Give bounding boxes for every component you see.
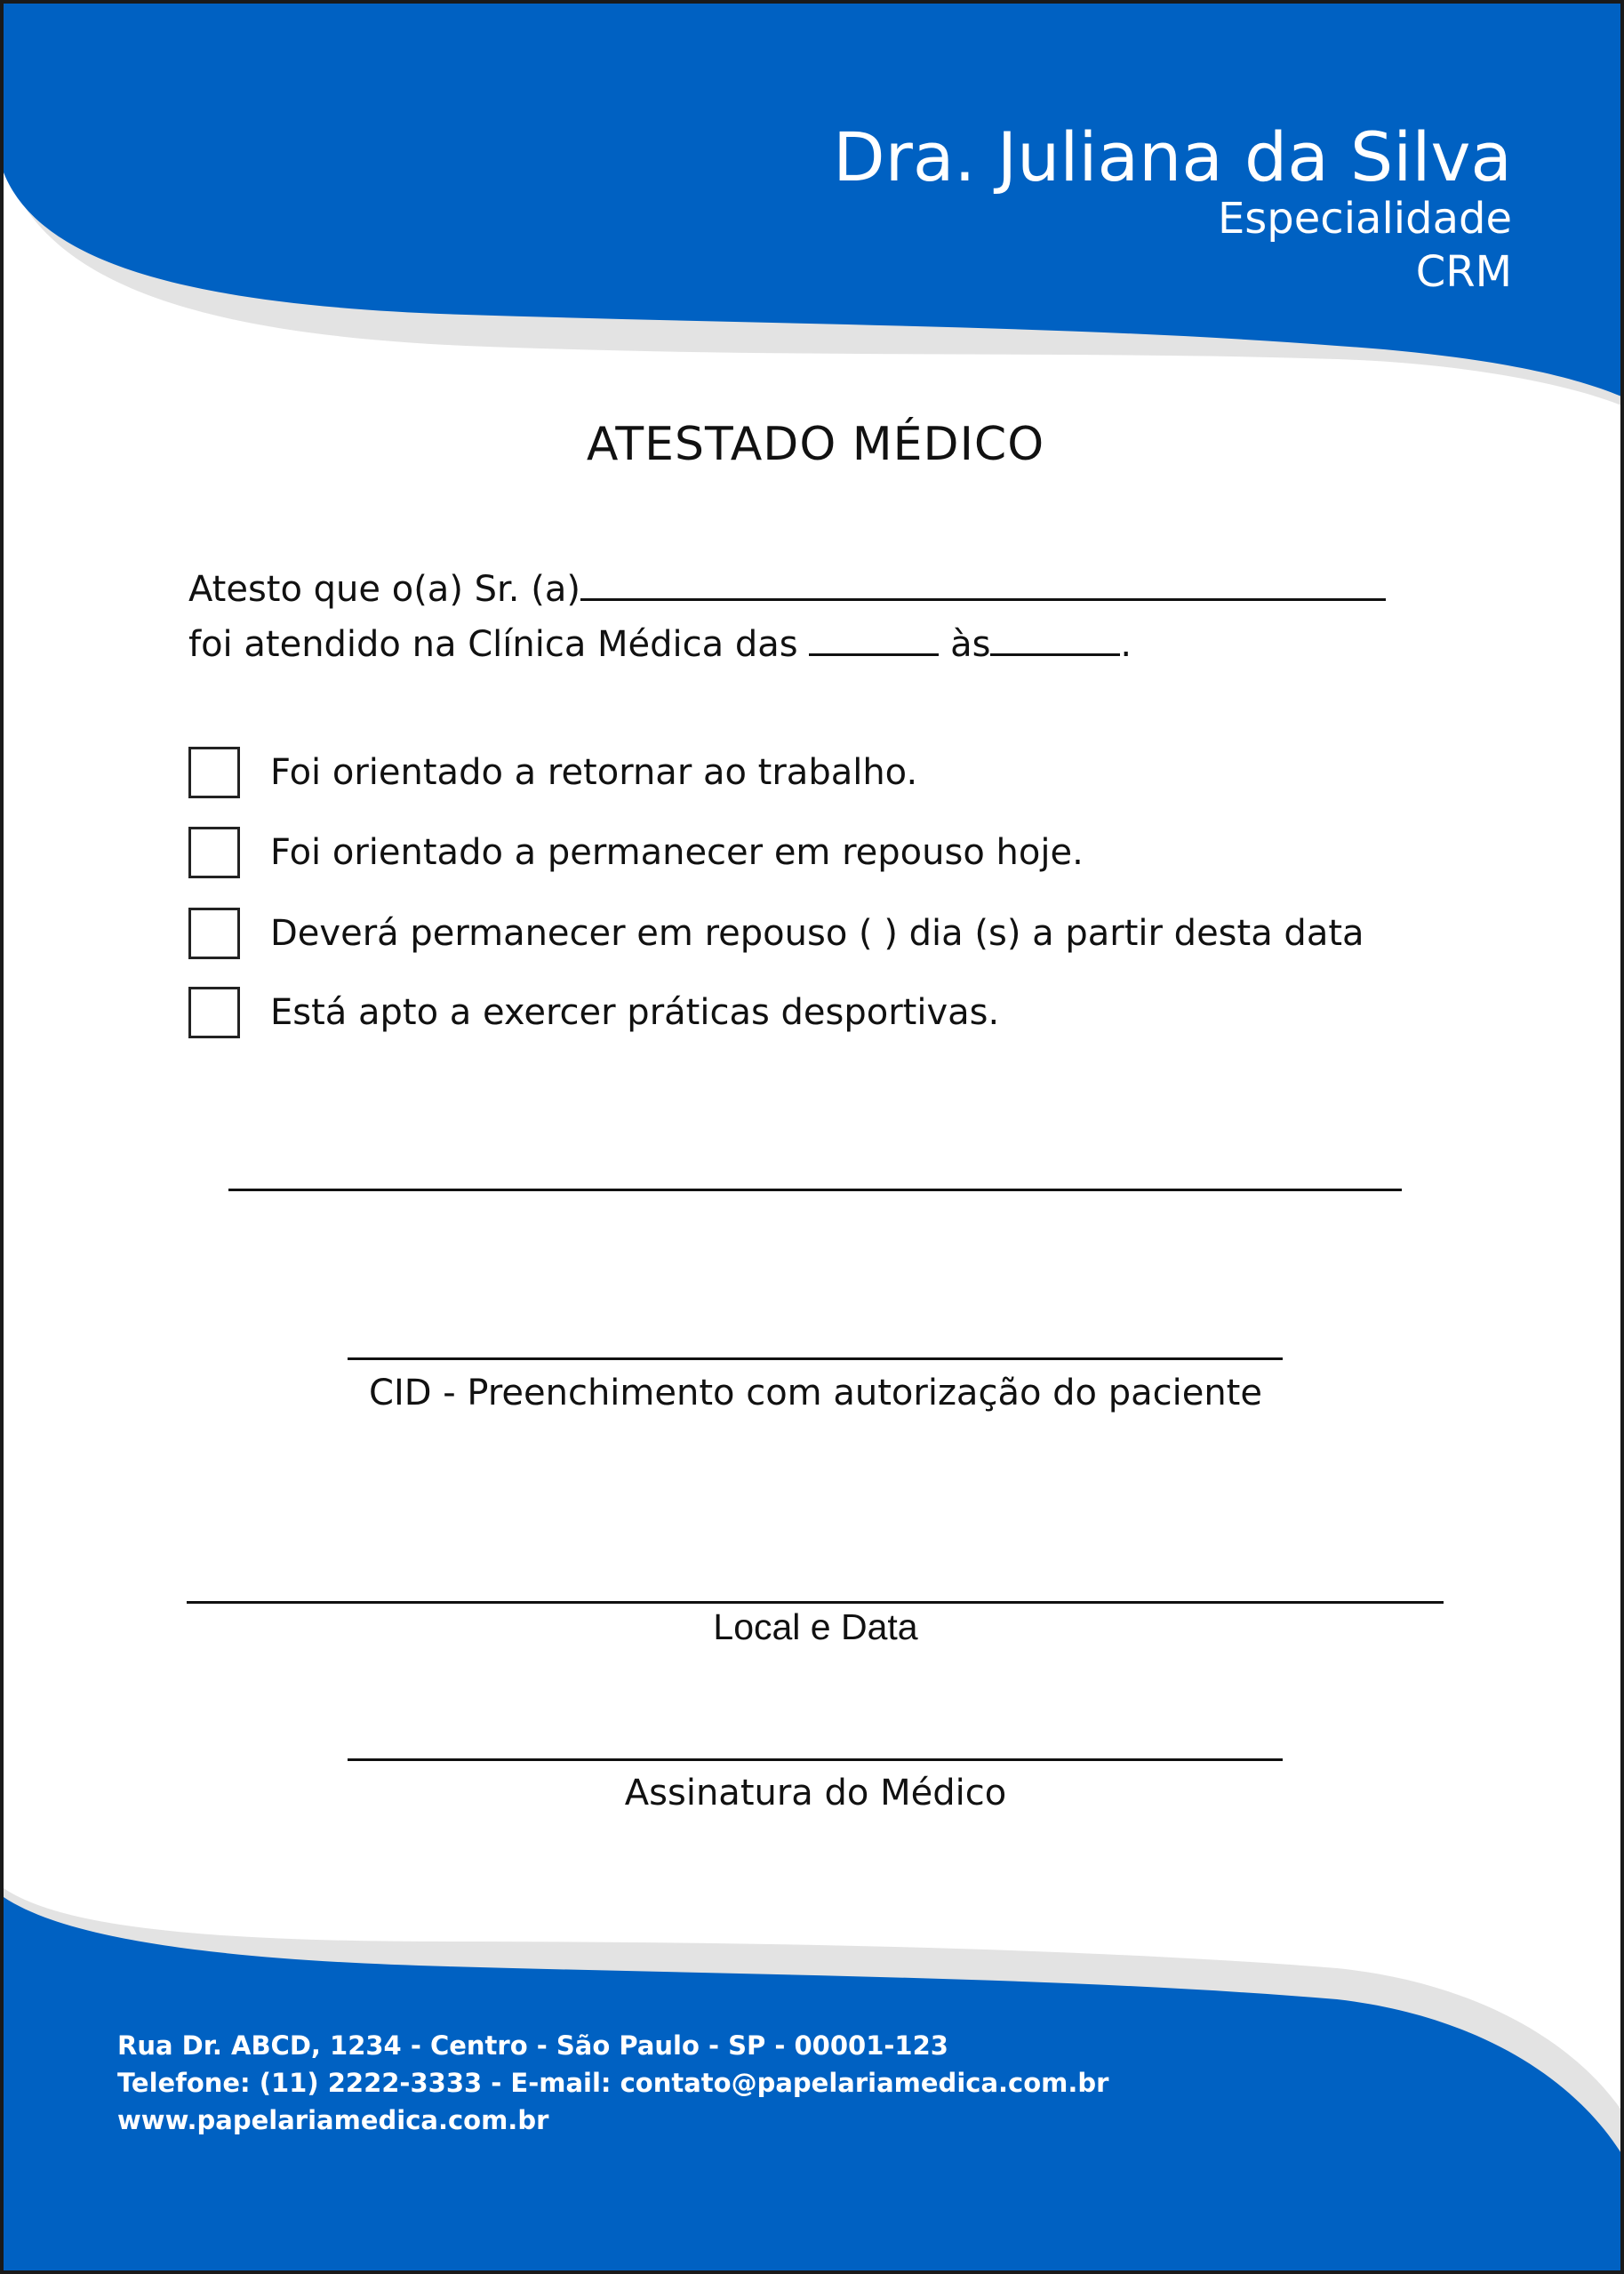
local-date-label: Local e Data <box>713 1606 918 1647</box>
signature-field-line[interactable] <box>348 1758 1283 1761</box>
checkbox-return-to-work[interactable] <box>188 747 240 798</box>
patient-line <box>188 569 1386 610</box>
attendance-line-end: . <box>1120 624 1132 665</box>
checkbox-fit-for-sports[interactable] <box>188 987 240 1038</box>
observation-line[interactable] <box>228 1189 1402 1191</box>
option-fit-for-sports <box>188 985 999 1040</box>
patient-line-prefix: Atesto que o(a) Sr. (a) <box>188 569 580 610</box>
footer-address: Rua Dr. ABCD, 1234 - Centro - São Paulo - SP - 00001-123 <box>117 2030 948 2061</box>
signature-label: Assinatura do Médico <box>624 1773 1007 1814</box>
doctor-crm: CRM <box>1415 247 1512 297</box>
checkbox-rest-days[interactable] <box>188 908 240 959</box>
document-title: ATESTADO MÉDICO <box>586 418 1045 471</box>
patient-name-field[interactable] <box>580 597 1386 601</box>
option-label: Deverá permanecer em repouso ( ) dia (s) a partir desta data <box>270 913 1364 954</box>
checkbox-rest-today[interactable] <box>188 827 240 878</box>
option-label: Foi orientado a permanecer em repouso hoje. <box>270 832 1084 873</box>
footer-contact: Telefone: (11) 2222-3333 - E-mail: contato@papelariamedica.com.br <box>117 2068 1109 2098</box>
footer-website: www.papelariamedica.com.br <box>117 2105 549 2135</box>
attendance-line-prefix: foi atendido na Clínica Médica das <box>188 624 798 665</box>
header-wave-decoration <box>4 4 1624 2274</box>
attendance-line <box>188 624 1132 665</box>
attendance-line-middle: às <box>950 624 991 665</box>
option-rest-today <box>188 825 1084 880</box>
option-label: Está apto a exercer práticas desportivas. <box>270 992 1000 1033</box>
cid-label: CID - Preenchimento com autorização do paciente <box>369 1373 1262 1413</box>
start-time-field[interactable] <box>809 653 939 656</box>
option-rest-days <box>188 906 1364 961</box>
option-label: Foi orientado a retornar ao trabalho. <box>270 752 918 793</box>
option-return-to-work <box>188 745 917 800</box>
end-time-field[interactable] <box>990 653 1120 656</box>
local-date-field-line[interactable] <box>187 1601 1444 1604</box>
cid-field-line[interactable] <box>348 1357 1283 1360</box>
doctor-name: Dra. Juliana da Silva <box>833 117 1512 196</box>
doctor-specialty: Especialidade <box>1217 194 1512 244</box>
